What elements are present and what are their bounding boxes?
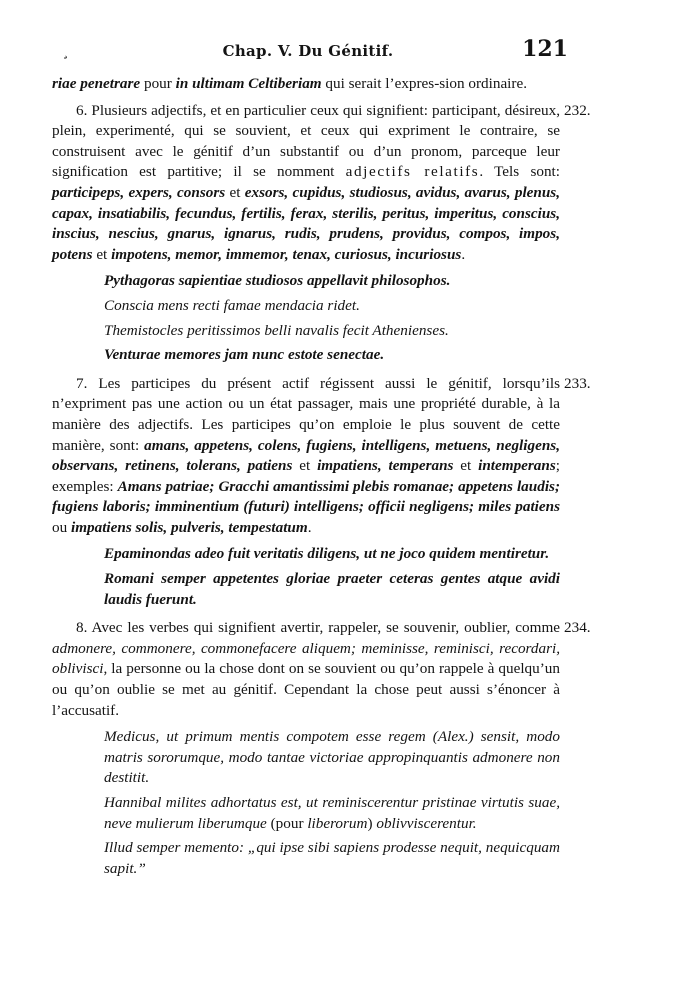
rule-paragraph bbox=[52, 101, 560, 266]
text-run: 7. Les participes du présent actif régissent aussi le génitif, lorsqu’ils n’expriment pas une action ou un état passager, mais une propriété durable, à la manière des adjectifs. Les participes qu’on emploie le plus souvent de cette manière, sont: bbox=[52, 374, 560, 454]
examples-233 bbox=[52, 544, 560, 610]
text-run: 8. Avec les verbes qui signifient avertir, rappeler, se souvenir, oublier, comme bbox=[76, 619, 560, 637]
example-sentence: Conscia mens recti famae mendacia ridet. bbox=[104, 296, 360, 314]
header-mark: ¸ bbox=[62, 44, 69, 60]
text-run: . bbox=[461, 245, 466, 263]
latin-list: intemperans bbox=[478, 457, 556, 475]
latin-list: participeps, expers, consors bbox=[52, 183, 226, 201]
latin-list: admonere, commonere, commonefacere aliquem; meminisse, reminisci, recordari, oblivisci bbox=[52, 639, 560, 678]
text-run: pour bbox=[140, 75, 176, 92]
example-sentence: Epaminondas adeo fuit veritatis diligens, ut ne joco quidem mentiretur. bbox=[104, 545, 550, 563]
latin-list: impatiens, temperans bbox=[317, 457, 454, 475]
latin-phrase: oblivviscerentur. bbox=[376, 814, 477, 832]
page-number: 121 bbox=[522, 36, 568, 62]
text-run: ; exemples: bbox=[52, 457, 560, 495]
section-232 bbox=[52, 101, 591, 366]
text-run: et bbox=[225, 183, 245, 201]
rule-paragraph bbox=[52, 618, 560, 721]
text-run: . Tels sont: bbox=[479, 163, 560, 181]
margin-number: 233. bbox=[564, 374, 591, 392]
text-run: . bbox=[307, 518, 312, 536]
example-sentence: Illud semper memento: „qui ipse sibi sapiens prodesse nequit, nequicquam sapit.” bbox=[104, 839, 560, 877]
page-body bbox=[52, 74, 591, 882]
rule-paragraph bbox=[52, 374, 560, 539]
latin-phrase: in ultimam Celtiberiam bbox=[175, 75, 322, 92]
example-sentence: Venturae memores jam nunc estote senectae. bbox=[104, 346, 385, 364]
examples-234 bbox=[52, 727, 560, 879]
example-sentence: Medicus, ut primum mentis compotem esse regem (Alex.) sensit, modo matris sororumque, modo tantae victoriae appropinquantis admonere non destitit. bbox=[104, 728, 560, 787]
text-run: (pour bbox=[266, 814, 308, 832]
example-sentence: Romani semper appetentes gloriae praeter ceteras gentes atque avidi laudis fuerunt. bbox=[104, 570, 560, 608]
latin-list: impotens, memor, immemor, tenax, curiosus, incuriosus bbox=[111, 245, 462, 263]
text-run: ) bbox=[367, 814, 377, 832]
text-run: ou bbox=[52, 518, 71, 536]
text-run: et bbox=[92, 245, 112, 263]
running-header bbox=[48, 36, 568, 66]
margin-number: 232. bbox=[564, 101, 591, 119]
example-sentence: Themistocles peritissimos belli navalis fecit Athenienses. bbox=[104, 321, 449, 339]
example-sentence: Pythagoras sapientiae studiosos appellavit philosophos. bbox=[104, 272, 451, 290]
example-sentence bbox=[52, 793, 560, 834]
examples-232 bbox=[52, 271, 560, 365]
margin-number: 234. bbox=[564, 619, 591, 637]
term-spaced: adjectifs relatifs bbox=[345, 163, 480, 181]
continued-paragraph bbox=[52, 74, 560, 95]
latin-examples-inline: Amans patriae; Gracchi amantissimi plebis romanae; appetens laudis; fugiens laboris; imminentium (futuri) intelligens; officii negligens; miles patiens bbox=[52, 477, 561, 516]
text-run: , la personne ou la chose dont on se souvient ou qu’on rappele à quelqu’un ou qu’on oublie se met au génitif. Cependant la chose peut aussi s’énoncer à l’accusatif. bbox=[52, 660, 560, 719]
text-run: et bbox=[292, 457, 318, 475]
latin-phrase: riae penetrare bbox=[52, 75, 141, 92]
text-run: et bbox=[453, 457, 479, 475]
text-run: 6. Plusieurs adjectifs, et en particulier ceux qui signifient: participant, désireux, plein, experimenté, qui se souvient, et ceux qui expriment le contraire, se construisent avec le génitif d’un substantif ou d’un pronom, parceque leur signification est partitive; il se nomment bbox=[52, 101, 560, 181]
latin-list: exsors, cupidus, studiosus, avidus, avarus, plenus, capax, insatiabilis, fecundus, fertilis, ferax, sterilis, peritus, imperitus, conscius, inscius, nescius, gnarus, ignarus, rudis, prudens, providus, compos, impos, potens bbox=[52, 183, 561, 263]
latin-list: amans, appetens, colens, fugiens, intelligens, metuens, negligens, observans, retinens, tolerans, patiens bbox=[52, 436, 560, 475]
latin-phrase: Hannibal milites adhortatus est, ut reminiscerentur pristinae virtutis suae, neve mulierum liberumque bbox=[104, 794, 560, 832]
chapter-title: Chap. V. Du Génitif. bbox=[222, 42, 394, 60]
latin-phrase: liberorum bbox=[307, 814, 368, 832]
section-234 bbox=[52, 618, 591, 879]
text-run: qui serait l’expres-sion ordinaire. bbox=[321, 75, 527, 92]
latin-examples-inline: impatiens solis, pulveris, tempestatum bbox=[70, 518, 308, 536]
section-233 bbox=[52, 374, 591, 611]
